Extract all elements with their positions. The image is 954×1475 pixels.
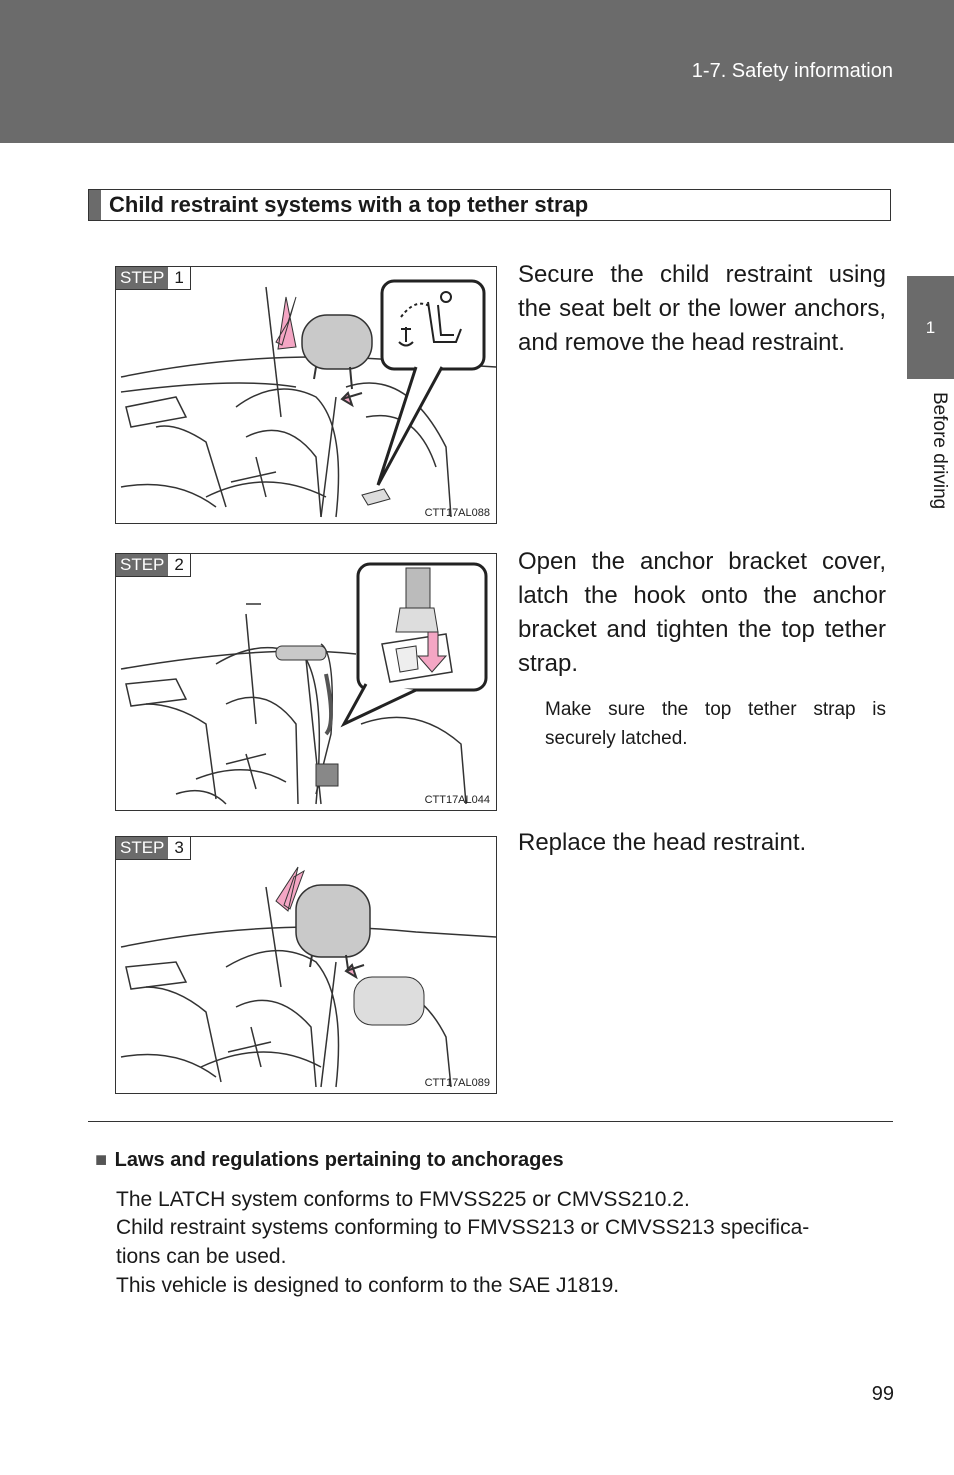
laws-line: This vehicle is designed to conform to the SAE J1819. [116,1274,620,1297]
running-section-title: 1-7. Safety information [691,60,893,82]
heading-bar [89,190,101,220]
step-badge-word: STEP [116,837,168,859]
seat-illustration [116,554,497,811]
chapter-side-label: Before driving [929,392,950,510]
divider [88,1121,893,1122]
figure-code: CTT17AL088 [424,507,490,519]
step-badge [116,837,191,860]
step-3-text: Replace the head restraint. [518,829,807,856]
step-badge [116,554,191,577]
section-heading [88,189,891,221]
step-3-figure [115,836,497,1094]
step-badge-number: 2 [174,555,184,574]
step-badge-number: 3 [174,838,184,857]
laws-heading [95,1149,564,1172]
header-band [0,0,954,143]
chapter-tab[interactable]: 1 [907,276,954,379]
step-2-figure [115,553,497,811]
laws-line: The LATCH system conforms to FMVSS225 or CMVSS210.2. [116,1188,690,1211]
step-badge-number: 1 [174,268,184,287]
section-title: Child restraint systems with a top tether strap [109,192,589,217]
step-1-figure [115,266,497,524]
step-badge-word: STEP [116,267,168,289]
figure-code: CTT17AL044 [424,794,490,806]
step-badge-word: STEP [116,554,168,576]
laws-line: Child restraint systems conforming to FMVSS213 or CMVSS213 specifica- [116,1216,810,1239]
laws-line: tions can be used. [116,1245,287,1268]
seat-illustration [116,267,497,524]
seat-illustration [116,837,497,1094]
bullet-square-icon: ■ [95,1149,108,1171]
step-1-text: Secure the child restraint using the seat belt or the lower anchors, and remove the head restraint. [518,261,886,356]
laws-title: Laws and regulations pertaining to anchorages [114,1149,564,1171]
step-2-text: Open the anchor bracket cover, latch the hook onto the anchor bracket and tighten the top tether strap. [518,548,886,677]
step-2-note: Make sure the top tether strap is securely latched. [545,699,886,749]
step-badge [116,267,191,290]
figure-code: CTT17AL089 [424,1077,490,1089]
page-number: 99 [871,1383,894,1405]
